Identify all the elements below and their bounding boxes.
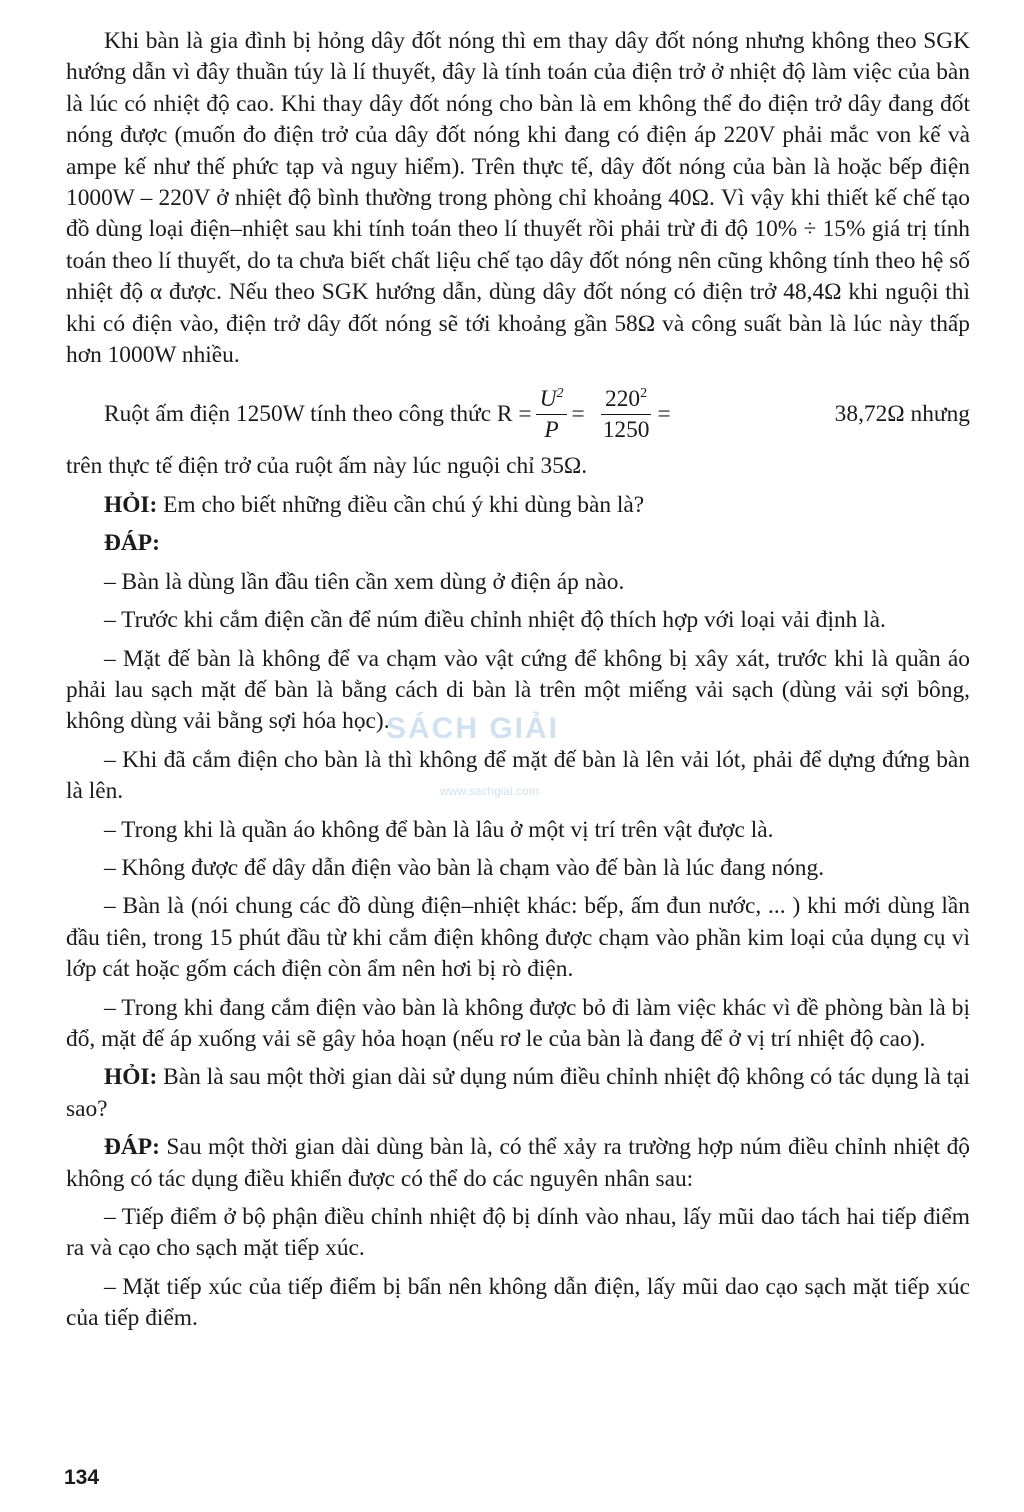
page-content: [66, 26, 970, 1335]
answer-1-item: – Không được để dây dẫn điện vào bàn là chạm vào đế bàn là lúc đang nóng.: [104, 854, 825, 881]
fraction-u2-over-p: [536, 384, 568, 445]
answer-1-item: – Bàn là dùng lần đầu tiên cần xem dùng ở điện áp nào.: [104, 568, 625, 595]
answer-2-item: – Mặt tiếp xúc của tiếp điểm bị bẩn nên không dẫn điện, lấy mũi dao cạo sạch mặt tiếp xúc của tiếp điểm.: [66, 1273, 970, 1332]
formula-line: [66, 381, 970, 447]
answer-1-item: – Mặt đế bàn là không để va chạm vào vật cứng để không bị xây xát, trước khi là quần áo phải lau sạch mặt đế bàn là bằng cách di bàn là trên một miếng vải sạch (dùng vải sợi bông, không dùng vải bằng sợi hóa học).: [66, 645, 970, 735]
answer-label: ĐÁP:: [104, 1134, 160, 1161]
answer-1-label: ĐÁP:: [104, 530, 160, 557]
answer-2-item: – Tiếp điểm ở bộ phận điều chỉnh nhiệt độ bị dính vào nhau, lấy mũi dao tách hai tiếp điểm ra và cạo cho sạch mặt tiếp xúc.: [66, 1204, 970, 1262]
formula-lead: Ruột ấm điện 1250W tính theo công thức R =: [104, 400, 532, 427]
formula-continuation: trên thực tế điện trở của ruột ấm này lúc nguội chỉ 35Ω.: [66, 453, 588, 480]
answer-1-item: – Khi đã cắm điện cho bàn là thì không để mặt đế bàn là lên vải lót, phải để dựng đứng bàn là lên.: [66, 746, 970, 805]
fraction-220-over-1250: [599, 384, 654, 445]
fraction-denominator: P: [544, 416, 559, 443]
answer-2: [66, 1132, 970, 1195]
fraction-numerator: $U^2$: [536, 384, 568, 415]
answer-1-item: – Trong khi đang cắm điện vào bàn là không được bỏ đi làm việc khác vì đề phòng bàn là bị đổ, mặt đế áp xuống vải sẽ gây hỏa hoạn (nếu rơ le của bàn là đang để ở vị trí nhiệt độ cao).: [66, 994, 970, 1052]
answer-1-item: – Bàn là (nói chung các đồ dùng điện–nhiệt khác: bếp, ấm đun nước, ... ) khi mới dùng lần đầu tiên, trong 15 phút đầu từ khi cắm điện không được chạm vào phần kim loại của dụng cụ vì lớp cát hoặc gốm cách điện còn ẩm nên hơi bị rò điện.: [66, 893, 970, 983]
answer-text: Sau một thời gian dài dùng bàn là, có thể xảy ra trường hợp núm điều chỉnh nhiệt độ không có tác dụng điều khiển được có thể do các nguyên nhân sau:: [66, 1134, 970, 1192]
intro-paragraph: Khi bàn là gia đình bị hỏng dây đốt nóng thì em thay dây đốt nóng nhưng không theo SGK hướng dẫn vì đây thuần túy là lí thuyết, đây là tính toán của điện trở ở nhiệt độ làm việc của bàn là lúc có nhiệt độ cao. Khi thay dây đốt nóng cho bàn là em không thể đo điện trở dây đang đốt nóng được (muốn đo điện trở của dây đốt nóng khi đang có điện áp 220V phải mắc von kế và ampe kế như thế phức tạp và nguy hiểm). Trên thực tế, dây đốt nóng của bàn là hoặc bếp điện 1000W – 220V ở nhiệt độ bình thường trong phòng chỉ khoảng 40Ω. Vì vậy khi thiết kế chế tạo đồ dùng loại điện–nhiệt sau khi tính toán theo lí thuyết rồi phải trừ đi độ 10% ÷ 15% giá trị tính toán theo lí thuyết, do ta chưa biết chất liệu chế tạo dây đốt nóng nên cũng không tính theo hệ số nhiệt độ α được. Nếu theo SGK hướng dẫn, dùng dây đốt nóng có điện trở 48,4Ω khi nguội thì khi có điện vào, điện trở dây đốt nóng sẽ tới khoảng gần 58Ω và công suất bàn là lúc này thấp hơn 1000W nhiều.: [66, 28, 970, 369]
question-2: [66, 1062, 970, 1125]
question-label: HỎI:: [104, 491, 158, 518]
question-label: HỎI:: [104, 1064, 158, 1091]
formula-result: 38,72Ω nhưng: [834, 400, 970, 427]
fraction-denominator: 1250: [602, 416, 650, 443]
equals-sign: =: [657, 400, 671, 427]
equals-sign: =: [571, 400, 585, 427]
page-number: 134: [64, 1466, 100, 1489]
fraction-numerator: $220^2$: [601, 384, 651, 415]
watermark-url: www.sachgiai.com: [440, 784, 539, 798]
answer-1-item: – Trước khi cắm điện cần để núm điều chỉnh nhiệt độ thích hợp với loại vải định là.: [104, 607, 886, 634]
watermark-logo: SÁCH GIẢI: [386, 712, 560, 745]
answer-1-item: – Trong khi là quần áo không để bàn là lâu ở một vị trí trên vật được là.: [104, 816, 774, 843]
question-text: Em cho biết những điều cần chú ý khi dùng bàn là?: [163, 491, 645, 518]
question-text: Bàn là sau một thời gian dài sử dụng núm điều chỉnh nhiệt độ không có tác dụng là tại sao?: [66, 1064, 970, 1122]
question-1: [66, 490, 970, 521]
